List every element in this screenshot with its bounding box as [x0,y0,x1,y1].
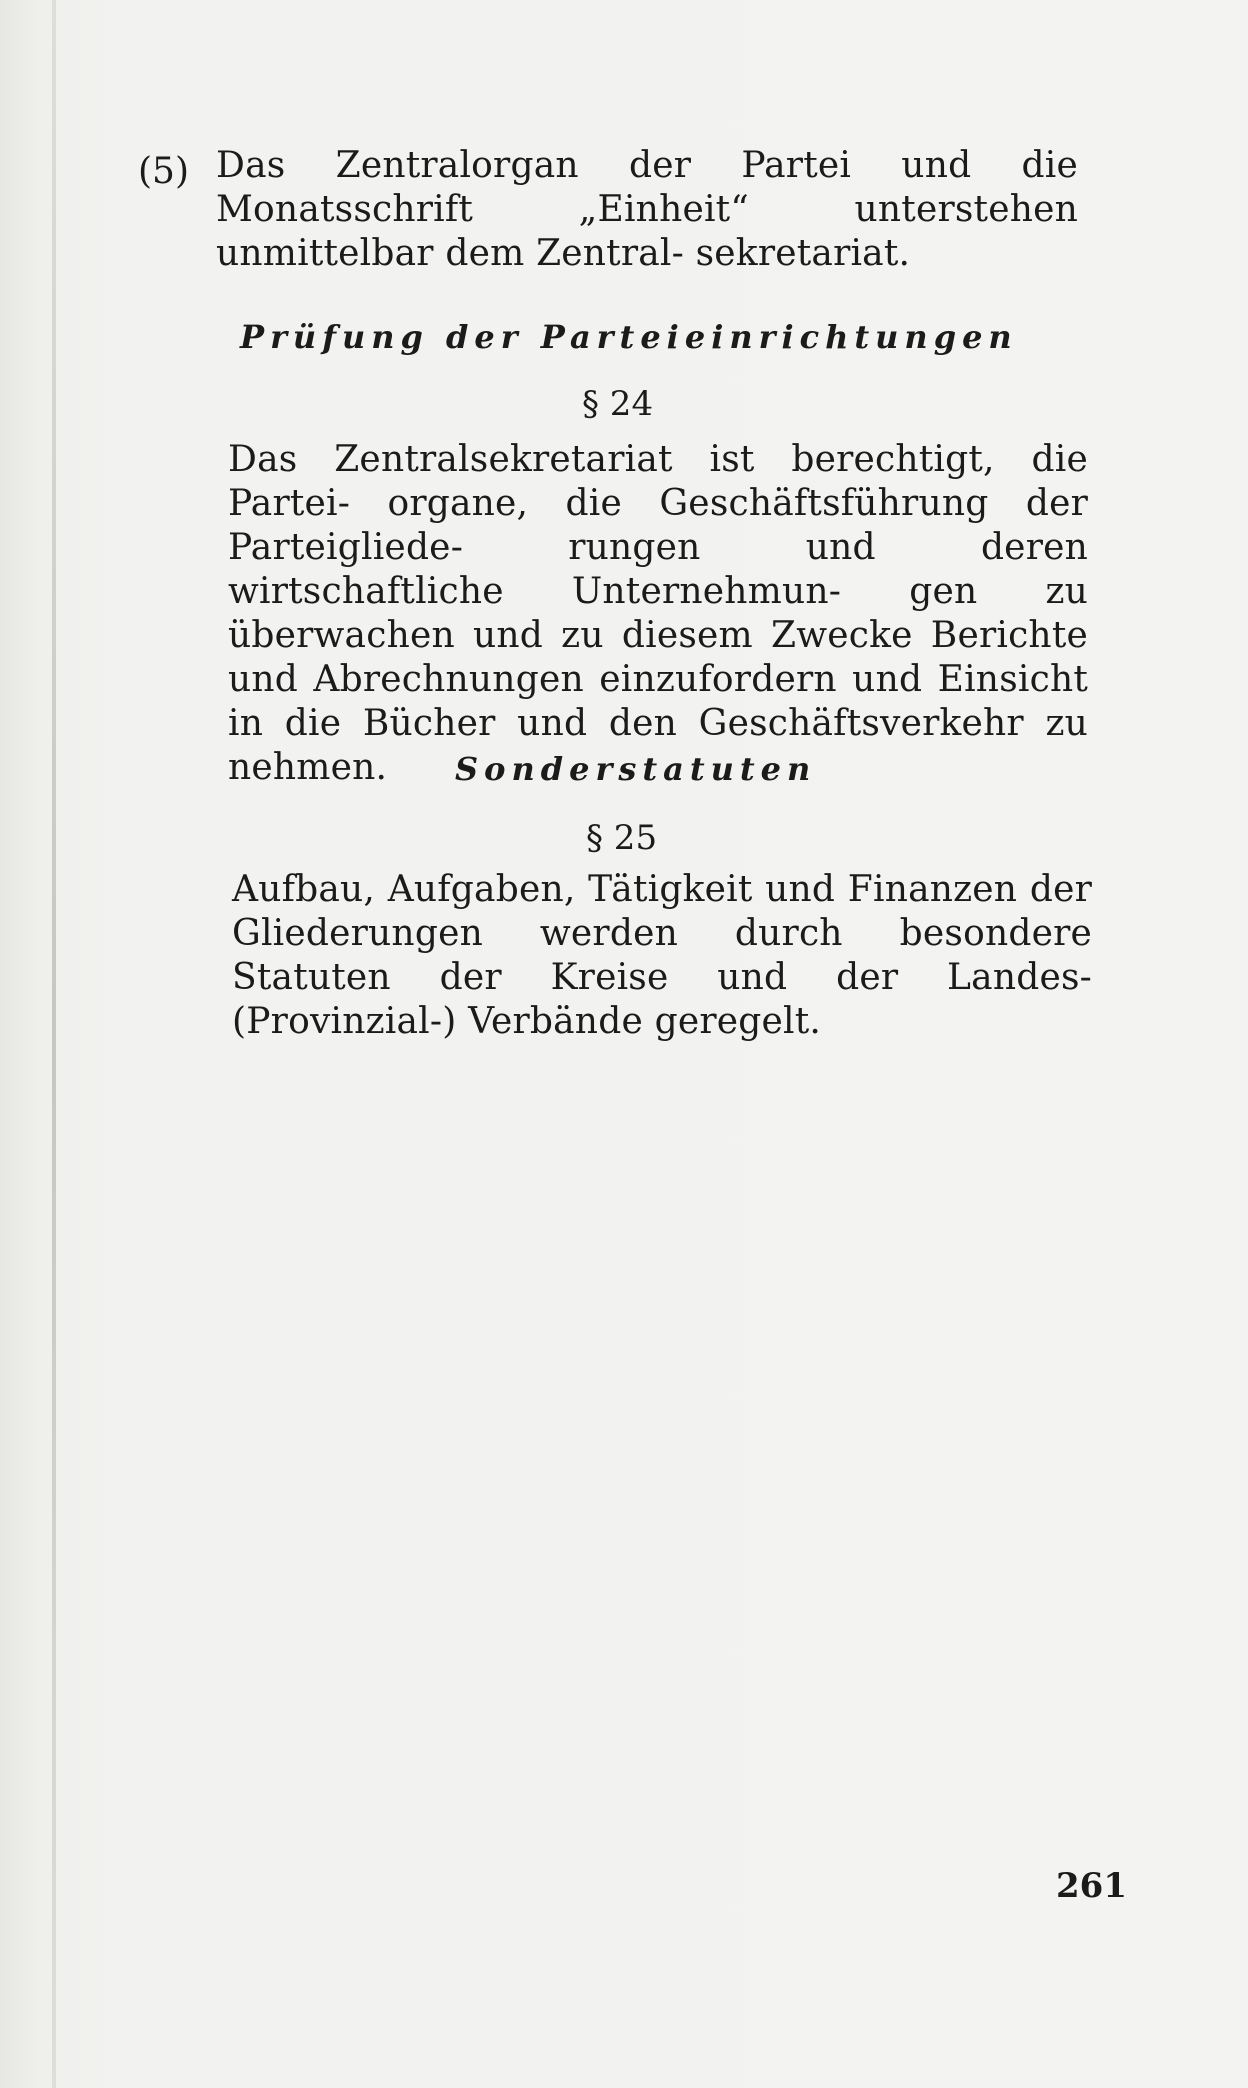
section-24-text: Das Zentralsekretariat ist berechtigt, die Partei- organe, die Geschäftsführung der Parteigliede- rungen und deren wirtschaftliche Unternehmun- gen zu überwachen und zu diesem Zwecke Berichte und Abrechnungen einzufordern und Einsicht in die Bücher und den Geschäftsverkehr zu nehmen. [228,439,1088,788]
page-edge-shadow [52,0,56,2088]
section-heading-sonderstatuten: Sonderstatuten [455,750,817,788]
section-heading-pruefung: Prüfung der Parteieinrichtungen [240,318,1018,356]
paragraph-5-text: Das Zentralorgan der Partei und die Monatsschrift „Einheit“ unterstehen unmittelbar dem Zentral- sekretariat. [216,145,1078,274]
section-25-label: § 25 [586,818,658,858]
paragraph-5-number: (5) [138,151,189,192]
section-24-label: § 24 [582,384,654,424]
page-number: 261 [1056,1866,1127,1906]
section-25-text: Aufbau, Aufgaben, Tätigkeit und Finanzen der Gliederungen werden durch besondere Statuten der Kreise und der Landes- (Provinzial-) Verbände geregelt. [232,869,1092,1042]
